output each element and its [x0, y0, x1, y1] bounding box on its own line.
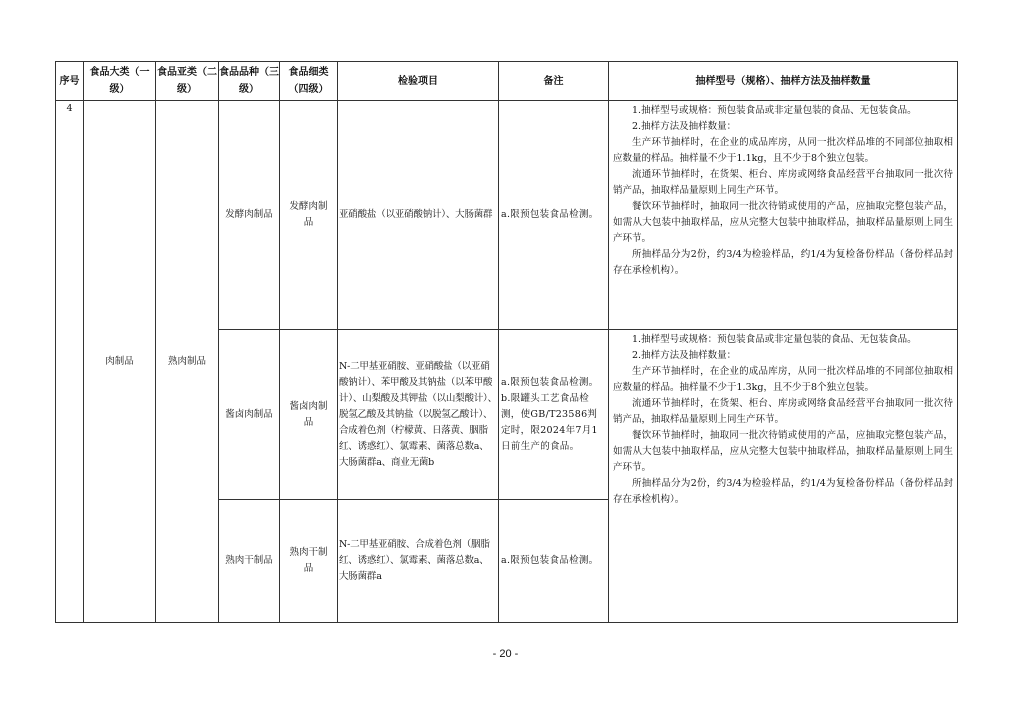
header-category-level3: 食品品种（三级） — [219, 62, 280, 101]
subrow-note: a.限预包装食品检测。 b.限罐头工艺食品检测，使GB/T23586判定时，限2024年7月1日前生产的食品。 — [499, 330, 609, 500]
subrow-note: a.限预包装食品检测。 — [499, 101, 609, 330]
subrow-category-level3: 酱卤肉制品 — [219, 330, 280, 500]
sampling-paragraph: 2.抽样方法及抽样数量： — [632, 350, 737, 361]
sampling-paragraph: 所抽样品分为2份，约3/4为检验样品，约1/4为复检备份样品（备份样品封存在承检机构）。 — [613, 249, 953, 276]
sampling-paragraph: 生产环节抽样时，在企业的成品库房，从同一批次样品堆的不同部位抽取相应数量的样品。抽样量不少于1.1kg，且不少于8个独立包装。 — [613, 137, 953, 164]
sampling-table — [55, 61, 958, 623]
subrow-test-items: N-二甲基亚硝胺、合成着色剂（胭脂红、诱惑红）、氯霉素、菌落总数a、大肠菌群a — [338, 500, 499, 623]
subrow-category-level3: 熟肉干制品 — [219, 500, 280, 623]
sampling-paragraph: 餐饮环节抽样时，抽取同一批次待销或使用的产品，应抽取完整包装产品，如需从大包装中抽取样品，应从完整大包装中抽取样品，抽取样品量原则上同生产环节。 — [613, 430, 953, 473]
header-note: 备注 — [499, 62, 609, 101]
subrow-test-items: 亚硝酸盐（以亚硝酸钠计）、大肠菌群 — [338, 101, 499, 330]
subrow-category-level4: 酱卤肉制品 — [280, 330, 338, 500]
table-header-row — [56, 62, 958, 101]
subrow-category-level4: 发酵肉制品 — [280, 101, 338, 330]
subrow-test-items: N-二甲基亚硝胺、亚硝酸盐（以亚硝酸钠计）、苯甲酸及其钠盐（以苯甲酸计）、山梨酸及其钾盐（以山梨酸计）、脱氢乙酸及其钠盐（以脱氢乙酸计）、合成着色剂（柠檬黄、日落黄、胭脂红、诱惑红）、氯霉素、菌落总数a、大肠菌群a、商业无菌b — [338, 330, 499, 500]
sampling-paragraph: 生产环节抽样时，在企业的成品库房，从同一批次样品堆的不同部位抽取相应数量的样品。抽样量不少于1.3kg，且不少于8个独立包装。 — [613, 366, 953, 393]
header-category-level2: 食品亚类（二级） — [156, 62, 219, 101]
sampling-paragraph: 1.抽样型号或规格：预包装食品或非定量包装的食品、无包装食品。 — [632, 105, 917, 116]
sampling-paragraph: 2.抽样方法及抽样数量： — [632, 121, 737, 132]
sampling-paragraph: 流通环节抽样时，在货架、柜台、库房或网络食品经营平台抽取同一批次待销产品，抽取样品量原则上同生产环节。 — [613, 398, 953, 425]
sampling-paragraph: 流通环节抽样时，在货架、柜台、库房或网络食品经营平台抽取同一批次待销产品，抽取样品量原则上同生产环节。 — [613, 169, 953, 196]
row-category-level1: 肉制品 — [84, 101, 156, 623]
page-number: - 20 - — [492, 648, 519, 660]
subrow-note: a.限预包装食品检测。 — [499, 500, 609, 623]
header-sampling: 抽样型号（规格）、抽样方法及抽样数量 — [609, 62, 958, 101]
table-row — [56, 101, 958, 330]
subrow-category-level3: 发酵肉制品 — [219, 101, 280, 330]
header-test-items: 检验项目 — [338, 62, 499, 101]
header-category-level4: 食品细类（四级） — [280, 62, 338, 101]
sampling-paragraph: 所抽样品分为2份，约3/4为检验样品，约1/4为复检备份样品（备份样品封存在承检机构）。 — [613, 478, 953, 505]
sampling-paragraph: 餐饮环节抽样时，抽取同一批次待销或使用的产品，应抽取完整包装产品，如需从大包装中抽取样品，应从完整大包装中抽取样品，抽取样品量原则上同生产环节。 — [613, 201, 953, 244]
sampling-block — [609, 101, 958, 330]
row-category-level2: 熟肉制品 — [156, 101, 219, 623]
header-seq: 序号 — [56, 62, 84, 101]
header-category-level1: 食品大类（一级） — [84, 62, 156, 101]
subrow-category-level4: 熟肉干制品 — [280, 500, 338, 623]
sampling-paragraph: 1.抽样型号或规格：预包装食品或非定量包装的食品、无包装食品。 — [632, 334, 917, 345]
sampling-block — [609, 330, 958, 623]
row-seq: 4 — [56, 101, 84, 623]
